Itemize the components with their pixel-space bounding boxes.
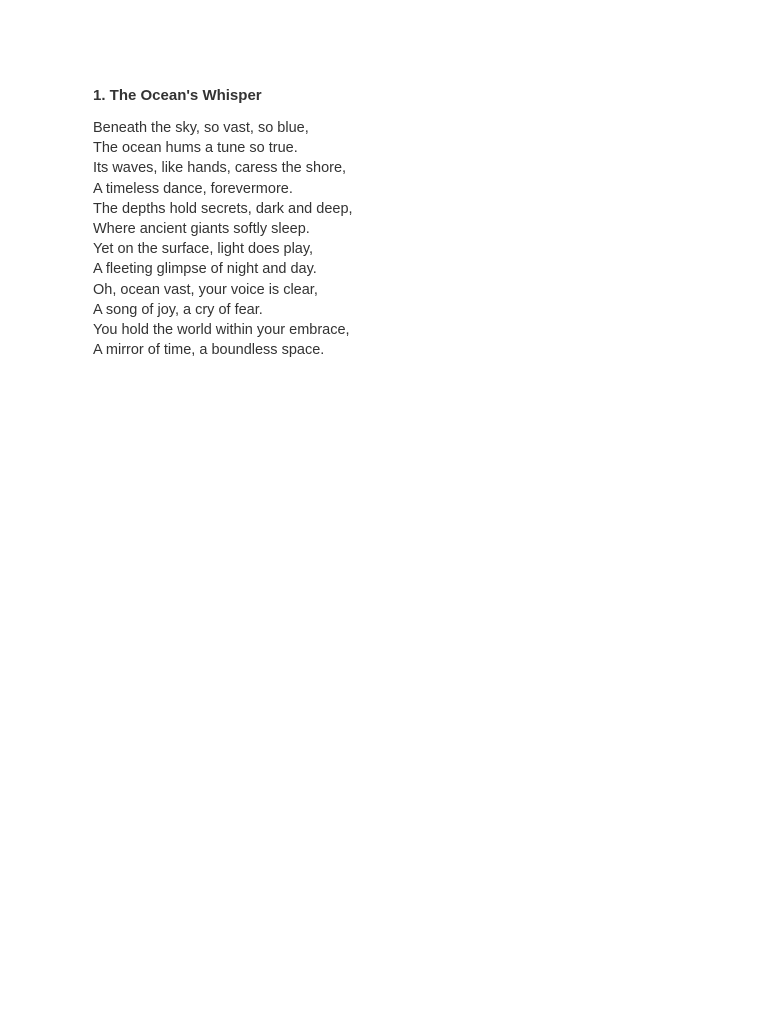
poem-line: A timeless dance, forevermore. xyxy=(93,180,293,197)
poem-line: Its waves, like hands, caress the shore, xyxy=(93,160,347,177)
poem-line: A fleeting glimpse of night and day. xyxy=(93,261,317,278)
poem-body xyxy=(93,118,693,360)
poem-line: Beneath the sky, so vast, so blue, xyxy=(93,120,309,136)
poem-line: Where ancient giants softly sleep. xyxy=(93,221,310,238)
poem-line: Oh, ocean vast, your voice is clear, xyxy=(93,281,318,298)
poem-section xyxy=(93,86,693,360)
poem-line: The depths hold secrets, dark and deep, xyxy=(93,200,353,217)
poem-title: 1. The Ocean's Whisper xyxy=(93,87,262,104)
poem-line: A mirror of time, a boundless space. xyxy=(93,342,325,359)
poem-line: A song of joy, a cry of fear. xyxy=(93,301,263,318)
poem-line: The ocean hums a tune so true. xyxy=(93,140,298,157)
poem-line: Yet on the surface, light does play, xyxy=(93,241,314,258)
poem-line: You hold the world within your embrace, xyxy=(93,322,350,339)
